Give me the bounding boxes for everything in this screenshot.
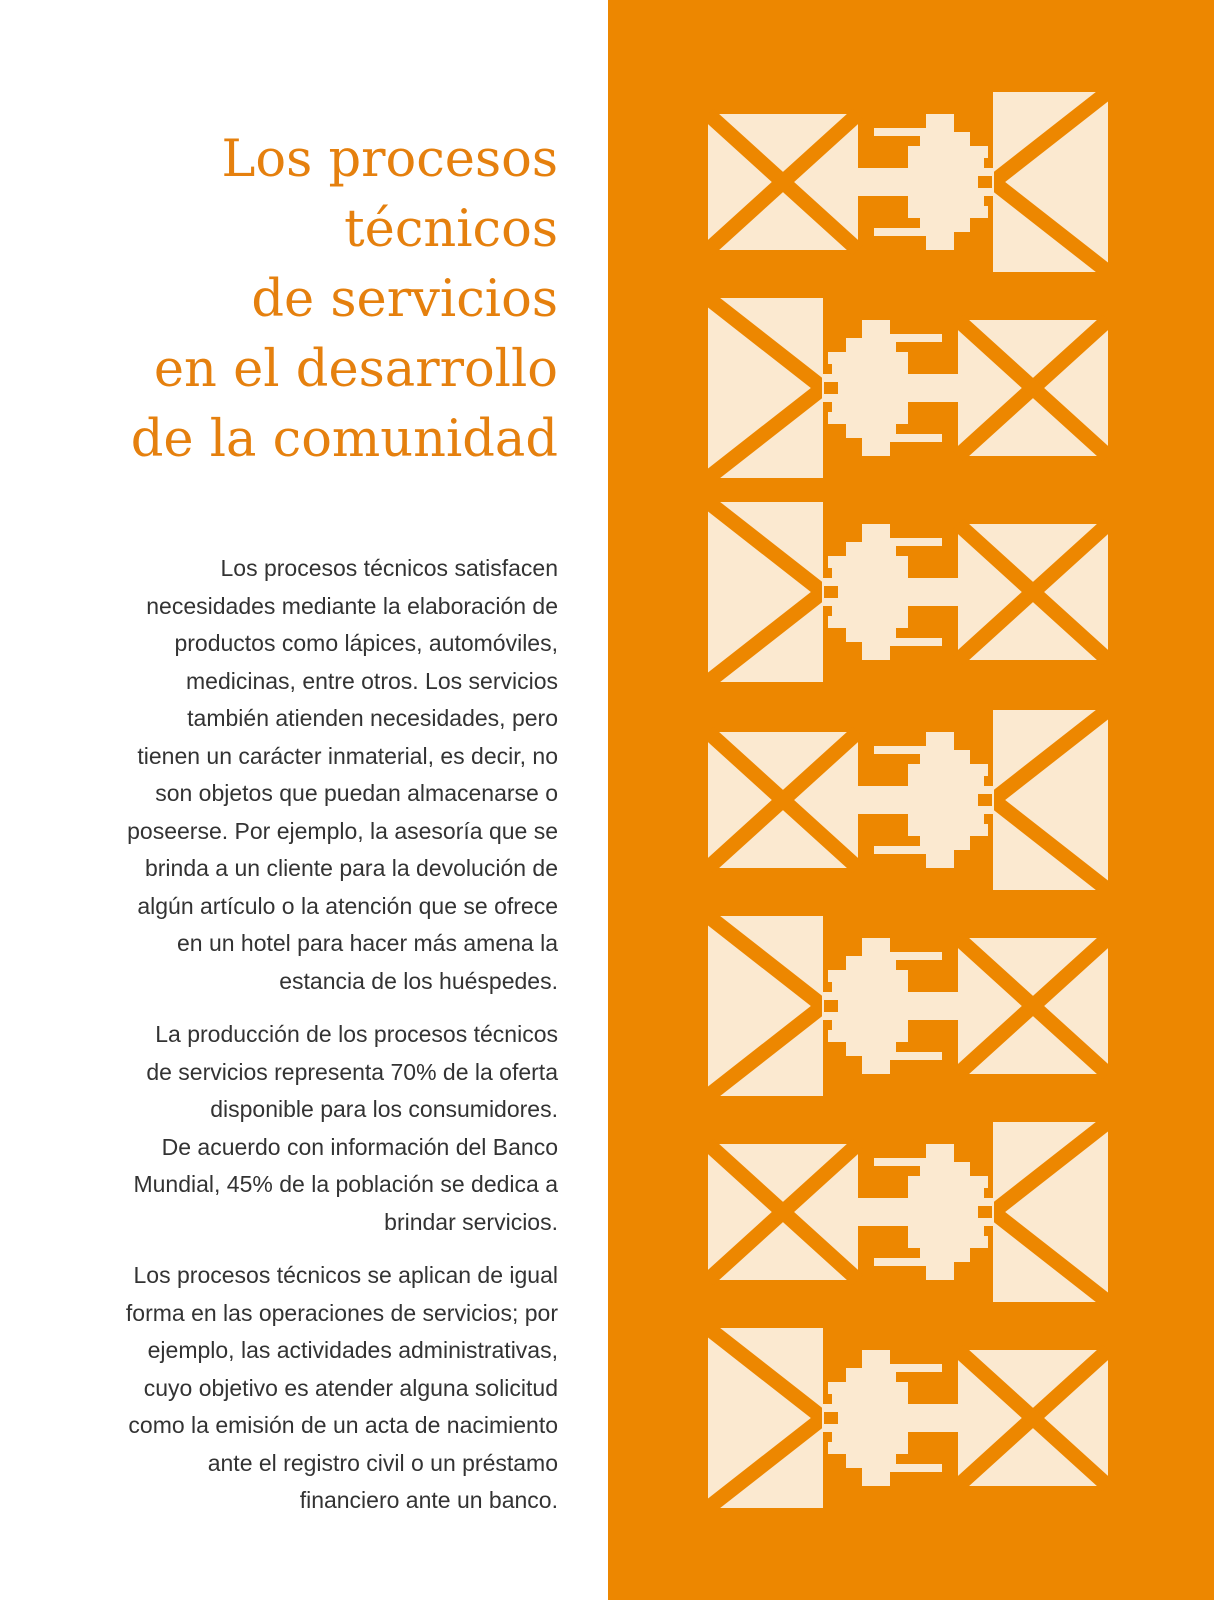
pattern-motif bbox=[708, 1328, 1108, 1508]
title-line: de servicios bbox=[251, 270, 558, 329]
title-line: Los procesos bbox=[221, 130, 558, 189]
paragraph-1 bbox=[18, 550, 558, 1000]
decorative-pattern-panel bbox=[608, 0, 1214, 1600]
geometric-arrow-cross-icon bbox=[708, 1122, 1108, 1302]
geometric-arrow-cross-icon bbox=[708, 92, 1108, 272]
pattern-motif bbox=[708, 1122, 1108, 1302]
text-line: forma en las operaciones de servicios; por bbox=[125, 1299, 558, 1326]
pattern-motif bbox=[708, 502, 1108, 682]
text-line: de servicios representa 70% de la oferta bbox=[146, 1058, 558, 1085]
pattern-motif bbox=[708, 710, 1108, 890]
text-line: De acuerdo con información del Banco bbox=[161, 1133, 558, 1160]
pattern-motif bbox=[708, 92, 1108, 272]
pattern-motif bbox=[708, 298, 1108, 478]
text-line: poseerse. Por ejemplo, la asesoría que se bbox=[127, 817, 558, 844]
text-line: también atienden necesidades, pero bbox=[187, 705, 558, 731]
text-line: tienen un carácter inmaterial, es decir, no bbox=[137, 742, 558, 769]
title-line: de la comunidad bbox=[130, 410, 558, 469]
paragraph-3 bbox=[18, 1257, 558, 1520]
text-column bbox=[0, 0, 558, 1600]
text-line: cuyo objetivo es atender alguna solicitud bbox=[143, 1374, 558, 1401]
paragraph-2 bbox=[18, 1016, 558, 1241]
text-line: en un hotel para hacer más amena la bbox=[176, 930, 558, 956]
body-text bbox=[18, 550, 558, 1536]
text-line: La producción de los procesos técnicos bbox=[155, 1021, 558, 1047]
text-line: Los procesos técnicos se aplican de igual bbox=[133, 1262, 558, 1288]
pattern-motif bbox=[708, 916, 1108, 1096]
geometric-arrow-cross-icon bbox=[708, 916, 1108, 1096]
text-line: medicinas, entre otros. Los servicios bbox=[186, 667, 558, 694]
geometric-arrow-cross-icon bbox=[708, 502, 1108, 682]
text-line: estancia de los huéspedes. bbox=[279, 967, 558, 994]
title-line: técnicos bbox=[344, 200, 558, 259]
text-line: brindar servicios. bbox=[384, 1208, 558, 1235]
text-line: como la emisión de un acta de nacimiento bbox=[128, 1412, 558, 1438]
text-line: ejemplo, las actividades administrativas, bbox=[147, 1337, 558, 1363]
geometric-arrow-cross-icon bbox=[708, 298, 1108, 478]
text-line: algún artículo o la atención que se ofrece bbox=[137, 892, 558, 919]
text-line: son objetos que puedan almacenarse o bbox=[155, 780, 558, 806]
text-line: productos como lápices, automóviles, bbox=[174, 630, 558, 656]
page-title bbox=[38, 125, 558, 475]
text-line: necesidades mediante la elaboración de bbox=[146, 592, 558, 619]
text-line: financiero ante un banco. bbox=[299, 1487, 558, 1513]
geometric-arrow-cross-icon bbox=[708, 710, 1108, 890]
title-line: en el desarrollo bbox=[153, 340, 558, 399]
text-line: Mundial, 45% de la población se dedica a bbox=[133, 1171, 558, 1197]
text-line: ante el registro civil o un préstamo bbox=[207, 1449, 558, 1476]
geometric-arrow-cross-icon bbox=[708, 1328, 1108, 1508]
text-line: brinda a un cliente para la devolución de bbox=[144, 855, 558, 881]
text-line: Los procesos técnicos satisfacen bbox=[220, 555, 558, 581]
text-line: disponible para los consumidores. bbox=[210, 1096, 558, 1122]
